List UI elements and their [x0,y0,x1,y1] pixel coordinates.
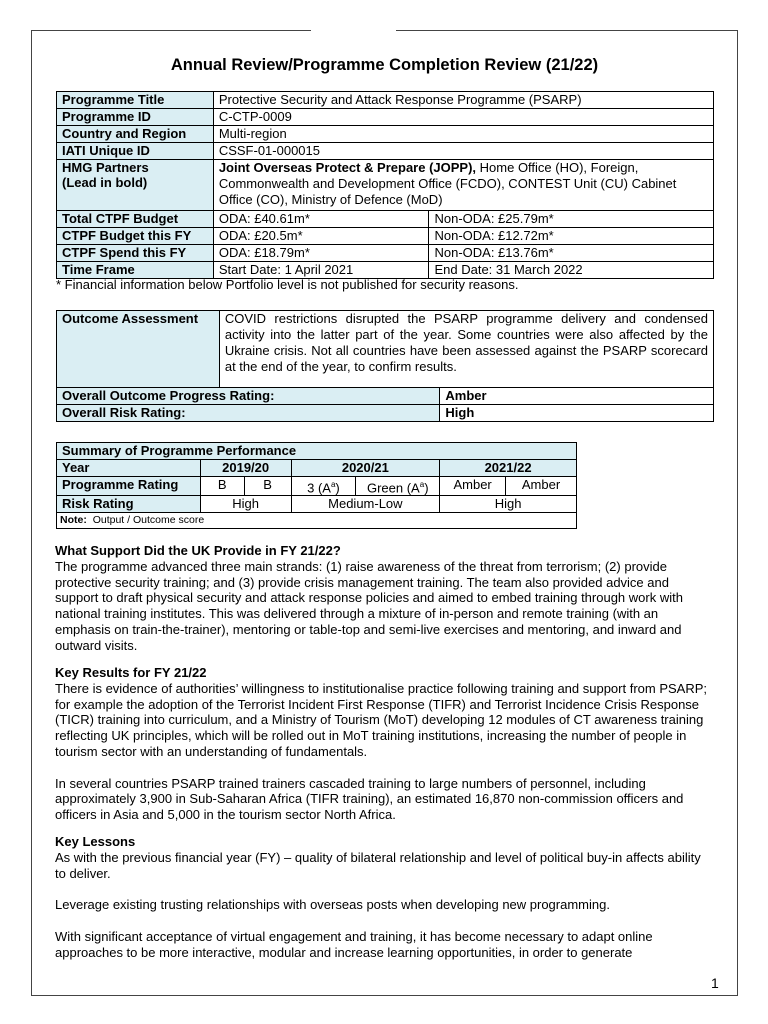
iati-label: IATI Unique ID [57,143,214,160]
progress-rating-value: Amber [440,388,714,405]
table-row [57,160,714,211]
page-number: 1 [711,975,719,991]
table-row [57,92,714,109]
hmg-other-partners: Home Office (HO), Foreign, Commonwealth and Development Office (FCDO), CONTEST Unit (CU) Cabinet Office (CO), Ministry of Defence (MoD) [218,160,677,207]
outcome-assessment-text: COVID restrictions disrupted the PSARP programme delivery and condensed activity into the latter part of the year. Some countries were also affected by the Ukraine crisis. Not all countries have been assessed against the PSARP scorecard at the end of the year, to confirm results. [219,311,713,388]
budget-fy-nonoda: Non-ODA: £12.72m* [429,228,714,245]
programme-info-table [56,91,714,279]
risk-rating-label: Overall Risk Rating: [57,405,440,422]
total-budget-nonoda: Non-ODA: £25.79m* [429,211,714,228]
lessons-text-1: As with the previous financial year (FY) – quality of bilateral relationship and level of political buy-in affects ability to deliver. [55,849,701,881]
rating-cell: B [200,477,244,496]
table-row [57,496,577,513]
spend-fy-oda: ODA: £18.79m* [213,245,429,262]
table-row [57,443,577,460]
hmg-label-line2: (Lead in bold) [62,175,148,190]
table-row [57,262,714,279]
rating-cell: Green $(A^a)$ [356,477,440,496]
hmg-partners-label [57,160,214,211]
rating-text: 3 (A [307,480,331,496]
rating-sup: a [330,480,336,489]
financial-footnote: * Financial information below Portfolio level is not published for security reasons. [56,277,519,292]
spend-fy-nonoda: Non-ODA: £13.76m* [429,245,714,262]
results-text-1: There is evidence of authorities’ willingness to institutionalise practice following training and support from PSARP; for example the adoption of the Terrorist Incident First Response (TIFR) and Terrorist Incidence Crisis Response (TICR) training into curriculum, and a Ministry of Tourism (MoT) developing 12 modules of CT awareness training reflecting UK principles, which will be rolled out in MoT training institutions, increasing the number of people in tourism sector with an understanding of fundamentals. [55,680,708,759]
outcome-assessment-label: Outcome Assessment [57,311,220,388]
table-row [57,311,714,388]
table-row [57,211,714,228]
outcome-table [56,310,714,422]
rating-cell: Amber [506,477,577,496]
support-section [55,543,715,654]
start-date: Start Date: 1 April 2021 [213,262,429,279]
note-text: Output / Outcome score [92,514,205,527]
risk-cell: High [440,496,577,513]
country-value: Multi-region [213,126,713,143]
timeframe-label: Time Frame [57,262,214,279]
programme-title-label: Programme Title [57,92,214,109]
risk-rating-row-label: Risk Rating [57,496,201,513]
programme-rating-label: Programme Rating [57,477,201,496]
hmg-partners-value [213,160,713,211]
total-budget-label: Total CTPF Budget [57,211,214,228]
hmg-label-line1: HMG Partners [62,160,149,175]
support-text: The programme advanced three main strands: (1) raise awareness of the threat from terrorism; (2) provide protective security training; and (3) provide crisis management training. The team also provided advice and support to draft physical security and attack response policies and aimed to embed training through work with national training institutes. This was delivered through a mixture of in-person and remote training (with an emphasis on train-the-trainer), mentoring or table-top and semi-live exercises and mentoring, and inward and outward visits. [55,558,683,653]
results-section [55,665,715,823]
hmg-lead-partner: Joint Overseas Protect & Prepare (JOPP), [218,160,477,175]
lessons-section [55,834,715,960]
total-budget-oda: ODA: £40.61m* [213,211,429,228]
iati-value: CSSF-01-000015 [213,143,713,160]
rating-text: Green (A [366,480,420,496]
budget-fy-oda: ODA: £20.5m* [213,228,429,245]
programme-id-label: Programme ID [57,109,214,126]
table-row [57,109,714,126]
support-heading: What Support Did the UK Provide in FY 21/22? [55,543,341,558]
performance-table [56,442,577,529]
performance-note [57,513,577,529]
programme-title-value: Protective Security and Attack Response Programme (PSARP) [213,92,713,109]
table-row [57,405,714,422]
end-date: End Date: 31 March 2022 [429,262,714,279]
rating-cell: Amber [440,477,506,496]
document-title: Annual Review/Programme Completion Review (21/22) [170,56,599,74]
year-2019: 2019/20 [200,460,291,477]
risk-cell: Medium-Low [291,496,440,513]
rating-cell: 3 $(A^a)$ [291,477,356,496]
lessons-text-3: With significant acceptance of virtual engagement and training, it has become necessary to adapt online approaches to be more interactive, modular and increase learning opportunities, in order to generate [55,928,653,960]
year-2021: 2021/22 [440,460,577,477]
budget-fy-label: CTPF Budget this FY [57,228,214,245]
table-row [57,143,714,160]
border-gap [311,26,396,34]
table-row [57,477,577,496]
results-text-2: In several countries PSARP trained trainers cascaded training to large numbers of personnel, including approximately 3,900 in Sub-Saharan Africa (TIFR training), an estimated 16,870 non-commission officers and officers in Asia and 5,000 in the tourism sector North Africa. [55,775,684,823]
table-row [57,388,714,405]
risk-rating-value: High [440,405,714,422]
lessons-text-2: Leverage existing trusting relationships with overseas posts when developing new programming. [55,897,610,913]
table-row [57,513,577,529]
table-row [57,245,714,262]
results-heading: Key Results for FY 21/22 [55,665,207,680]
progress-rating-label: Overall Outcome Progress Rating: [57,388,440,405]
spend-fy-label: CTPF Spend this FY [57,245,214,262]
year-2020: 2020/21 [291,460,440,477]
lessons-heading: Key Lessons [55,834,136,849]
table-row [57,228,714,245]
performance-heading: Summary of Programme Performance [57,443,577,460]
programme-id-value: C-CTP-0009 [213,109,713,126]
year-label: Year [57,460,201,477]
rating-cell: B [244,477,291,496]
table-row [57,460,577,477]
note-label: Note: [60,514,87,527]
country-label: Country and Region [57,126,214,143]
risk-cell: High [200,496,291,513]
rating-sup: a [419,480,425,489]
table-row [57,126,714,143]
